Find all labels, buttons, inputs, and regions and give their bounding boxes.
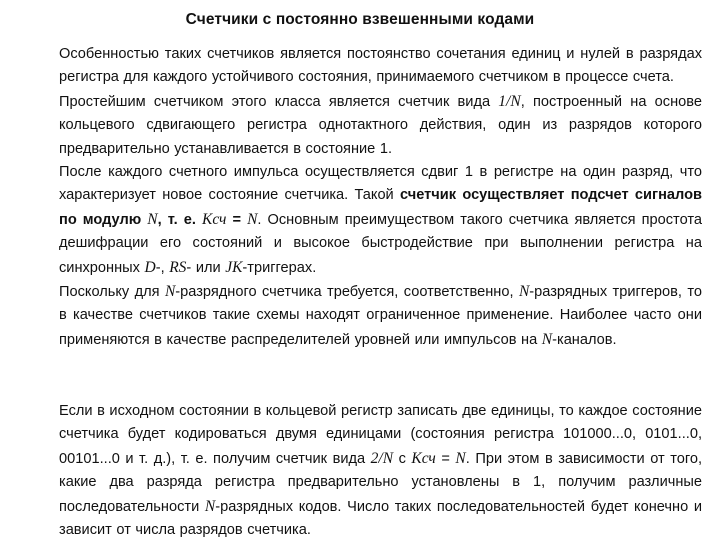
text-run: . При этом в зависимости от того, какие два разряда регистра предварительно установлены в 1, получим различные последовательности	[59, 450, 703, 515]
sentence-3	[59, 161, 702, 280]
text-run: Поскольку для	[59, 284, 165, 301]
variable-kcch: Kсч	[411, 449, 436, 467]
text-run: Если в исходном состоянии в кольцевой регистр записать две единицы, то каждое состояние счетчика будет кодироваться двумя единицами (состояния регистра 101000...0, 0101...0, 00101...0 и т. д.), т. е. получим счетчик вида	[59, 403, 702, 467]
variable-n: N	[541, 330, 553, 348]
variable-n: N	[247, 210, 258, 228]
text-run: -каналов.	[552, 331, 617, 348]
sentence-2	[59, 90, 702, 161]
text-run: После каждого счетного импульса осуществляется сдвиг 1 в регистре на один разряд, что характеризует новое состояние счетчика. Такой	[59, 164, 702, 204]
paragraph-1	[59, 43, 702, 352]
text-run: -разрядных триггеров, то в качестве счетчиков такие схемы находят ограниченное применение. Наиболее часто они применяются в качестве распределителей уровней или импульсов на	[59, 284, 702, 348]
text-run: -разрядного счетчика требуется, соответственно,	[175, 284, 519, 301]
text-run: - или	[186, 259, 226, 276]
variable-kcch: Kсч	[201, 210, 227, 228]
text-run: . Основным преимуществом такого счетчика является простота дешифрации его состояний и высокое быстродействие при выполнении регистра на синхронных	[59, 211, 702, 276]
variable-n: N	[518, 283, 530, 301]
text-run: -триггерах.	[242, 259, 317, 276]
trigger-d: D	[144, 258, 156, 276]
text-run: =	[435, 450, 456, 467]
variable-n: N	[147, 210, 158, 228]
text-run: , построенный на основе кольцевого сдвигающего регистра однотактного действия, один из разрядов которого предварительно устанавливается в состояние 1.	[59, 93, 702, 157]
sentence-1: Особенностью таких счетчиков является постоянство сочетания единиц и нулей в разрядах регистра для каждого устойчивого состояния, принимаемого счетчиком в процессе счета.	[59, 46, 702, 86]
text-run: с	[393, 450, 412, 467]
variable-n: N	[204, 497, 216, 515]
bold-term: счетчик осуществляет подсчет сигналов по модулю	[59, 187, 702, 228]
sentence-4	[59, 280, 702, 352]
trigger-rs: RS	[169, 258, 187, 276]
variable-n: N	[455, 449, 466, 467]
bold-term: =	[226, 211, 248, 228]
paragraph-2	[59, 400, 702, 542]
trigger-jk: JK	[225, 258, 243, 276]
formula-1-over-n: 1/N	[498, 92, 521, 110]
text-run: Простейшим счетчиком этого класса является счетчик вида	[59, 93, 499, 110]
text-run: -разрядных кодов. Число таких последовательностей будет конечно и зависит от числа разрядов счетчика.	[59, 498, 702, 539]
text-run: -,	[155, 259, 170, 276]
bold-term: , т. е.	[157, 211, 202, 228]
formula-2-over-n: 2/N	[370, 449, 394, 467]
page-title: Счетчики с постоянно взвешенными кодами	[185, 11, 535, 28]
variable-n: N	[164, 283, 176, 301]
